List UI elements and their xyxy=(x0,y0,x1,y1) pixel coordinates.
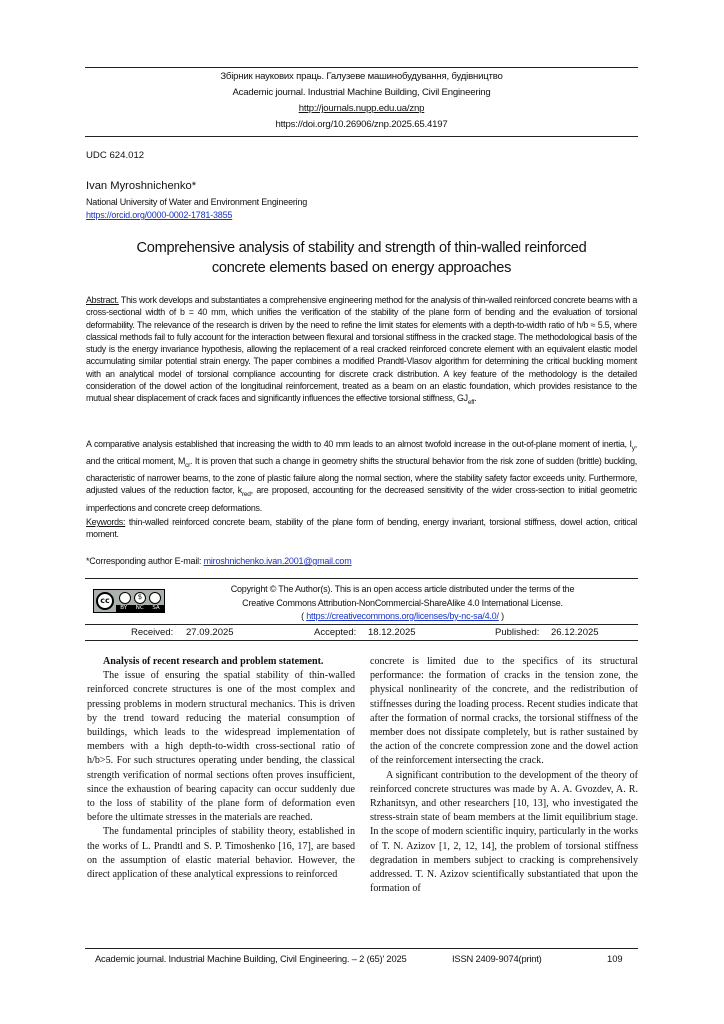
sa-icon xyxy=(149,592,161,604)
license-url-link[interactable]: https://creativecommons.org/licenses/by-nc-sa/4.0/ xyxy=(306,611,499,621)
abstract-sub-cr: cr xyxy=(185,461,191,469)
license-line-3 xyxy=(175,610,630,624)
license-open-paren: ( xyxy=(301,611,304,621)
abstract-text-1-end: . xyxy=(474,393,477,404)
accepted-date: 18.12.2025 xyxy=(368,627,416,638)
keywords-label: Keywords: xyxy=(86,517,126,527)
license-close-paren: ) xyxy=(501,611,504,621)
abstract-paragraph-2 xyxy=(86,438,637,514)
journal-url-line xyxy=(85,102,638,117)
corresponding-author xyxy=(86,556,352,566)
header-top-rule xyxy=(85,67,638,68)
paper-title-line-1: Comprehensive analysis of stability and strength of thin-walled reinforced xyxy=(136,240,587,256)
abstract-text-2a: A comparative analysis established that increasing the width to 40 mm leads to an almost twofold increase in the out-of-plane moment of inertia, I xyxy=(86,439,632,449)
corresponding-label: *Corresponding author E-mail: xyxy=(86,556,202,566)
cc-badge-strip xyxy=(116,605,164,612)
udc-code: UDC 624.012 xyxy=(86,150,145,161)
abstract-sub-y: y xyxy=(631,444,635,452)
license-top-rule xyxy=(85,578,638,579)
abstract-text-2c: . It is proven that such a change in geometry shifts the structural behavior from the risk zone of sudden (brittle) buckling, characteristic of narrower beams, to the zone of plastic failure along the normal section, where the stability safety factor exceeds unity. Furthermore, adjusted values of the reduction factor, k xyxy=(86,456,637,496)
published-date: 26.12.2025 xyxy=(551,627,599,638)
dates-bottom-rule xyxy=(85,640,638,641)
abstract-paragraph-1 xyxy=(86,294,637,409)
footer-rule xyxy=(85,948,638,949)
abstract-label: Abstract. xyxy=(86,295,119,305)
footer-journal: Academic journal. Industrial Machine Building, Civil Engineering. – 2 (65)' 2025 xyxy=(95,953,407,964)
body-paragraph-2: The fundamental principles of stability theory, established in the works of L. Prandtl and S. P. Timoshenko [16, 17], are based on the assumption of elastic material behavior. However, the direct application of these analytical expressions to reinforced xyxy=(87,826,355,881)
abstract-sub-eff: eff xyxy=(467,399,475,407)
received-label: Received: xyxy=(131,627,174,638)
abstract-text-1: This work develops and substantiates a comprehensive engineering method for the analysis of thin-walled reinforced concrete beams with a cross-sectional width of b = 40 mm, which unifies the verification of the stability of the plane form of bending and the evaluation of torsional deformability. The relevance of the research is driven by the need to refine the limit states for elements with a depth-to-width ratio of h/b ≈ 5.5, where classical methods fail to fully account for the interaction between flexural and torsional stiffness in the cracked stage. The methodological basis of the study is the energy invariance hypothesis, allowing the replacement of a real cracked reinforced concrete element with an equivalent elastic model accumulating similar potential strain energy. The paper combines a modified Prandtl-Vlasov algorithm for determining the critical buckling moment with an analytical model of torsional compliance accounting for discrete crack distribution. A key feature of the methodology is the detailed consideration of the dowel action of the longitudinal reinforcement, treated as a beam on an elastic foundation, which provides resistance to the mutual shear displacement of crack faces and significantly influences the effective torsional stiffness, GJ xyxy=(86,295,637,404)
journal-url-link[interactable]: http://journals.nupp.edu.ua/znp xyxy=(298,103,425,114)
nc-icon: $ xyxy=(134,592,146,604)
badge-by-label: BY xyxy=(120,605,128,611)
journal-doi[interactable]: https://doi.org/10.26906/znp.2025.65.4197 xyxy=(275,119,448,130)
license-line-1: Copyright © The Author(s). This is an open access article distributed under the terms of the xyxy=(230,584,575,594)
abstract-sub-red: red xyxy=(241,491,251,499)
badge-sa-label: SA xyxy=(152,605,160,611)
body-paragraph-3: concrete is limited due to the specifics of its structural performance: the formation of cracks in the tension zone, the physical nonlinearity of the concrete, and the redistribution of stiffnesses during the loading process. Recent studies indicate that after the formation of normal cracks, the torsional stiffness of the member does not dissipate completely, but is rather sustained by the action of the concrete compression zone and the dowel action of the reinforcement intersecting the crack. xyxy=(370,656,638,767)
body-paragraph-1: The issue of ensuring the spatial stability of thin-walled reinforced concrete structures is one of the most complex and pressing problems in modern structural mechanics. This is driven by the trend toward reducing the material consumption of buildings, which leads to the widespread implementation of members with a high depth-to-width cross-sectional ratio of h/b>5. For such structures operating under bending, the classical strength verification of normal sections often proves insufficient, since the exhaustion of bearing capacity can occur suddenly due to the loss of stability of the plane form of deformation even before the ultimate stresses in the materials are reached. xyxy=(87,670,355,824)
abstract-text-2d: , are proposed, accounting for the decreased sensitivity of the wider cross-section to initial geometric imperfections and concrete creep deformations. xyxy=(86,485,637,513)
body-column-left xyxy=(87,655,355,882)
journal-title-ua: Збірник наукових праць. Галузеве машинобудування, будівництво xyxy=(220,71,503,82)
journal-title-en: Academic journal. Industrial Machine Building, Civil Engineering xyxy=(232,87,491,98)
corresponding-email[interactable]: miroshnichenko.ivan.2001@gmail.com xyxy=(203,556,352,566)
keywords-text: thin-walled reinforced concrete beam, stability of the plane form of bending, energy invariant, torsional stiffness, dowel action, critical moment. xyxy=(86,517,637,540)
published-label: Published: xyxy=(495,627,540,638)
body-column-right xyxy=(370,655,638,896)
author-affiliation: National University of Water and Environment Engineering xyxy=(86,197,308,207)
cc-icon: cc xyxy=(96,592,114,610)
license-dates-rule xyxy=(85,624,638,625)
badge-nc-label: NC xyxy=(135,605,144,611)
license-line-2: Creative Commons Attribution-NonCommercial-ShareAlike 4.0 International License. xyxy=(242,597,563,608)
orcid-link[interactable]: https://orcid.org/0000-0002-1781-3855 xyxy=(86,210,233,220)
section-heading: Analysis of recent research and problem statement. xyxy=(103,656,324,667)
accepted-label: Accepted: xyxy=(314,627,357,638)
page-number: 109 xyxy=(607,953,623,964)
header-bottom-rule xyxy=(85,136,638,137)
keywords xyxy=(86,516,637,541)
abstract-text-2b: , and the critical moment, M xyxy=(86,439,637,467)
body-paragraph-4: A significant contribution to the development of the theory of reinforced concrete structures was made by A. A. Gvozdev, A. R. Rzhanitsyn, and other researchers [10, 13], who investigated the stress-strain state of beam members at the limit equilibrium stage. In the scope of modern scientific inquiry, particularly in the works of T. N. Azizov [1, 2, 12, 14], the problem of torsional stiffness degradation in members subject to cracking is comprehensively addressed. T. N. Azizov scientifically substantiated that upon the formation of xyxy=(370,769,638,895)
paper-title-line-2: concrete elements based on energy approaches xyxy=(211,260,512,276)
license-text xyxy=(175,583,630,624)
by-icon xyxy=(119,592,131,604)
footer-issn: ISSN 2409-9074(print) xyxy=(452,953,542,964)
paper-title xyxy=(85,238,638,278)
author-name: Ivan Myroshnichenko* xyxy=(86,180,197,192)
received-date: 27.09.2025 xyxy=(186,627,234,638)
cc-license-badge[interactable] xyxy=(93,589,165,613)
